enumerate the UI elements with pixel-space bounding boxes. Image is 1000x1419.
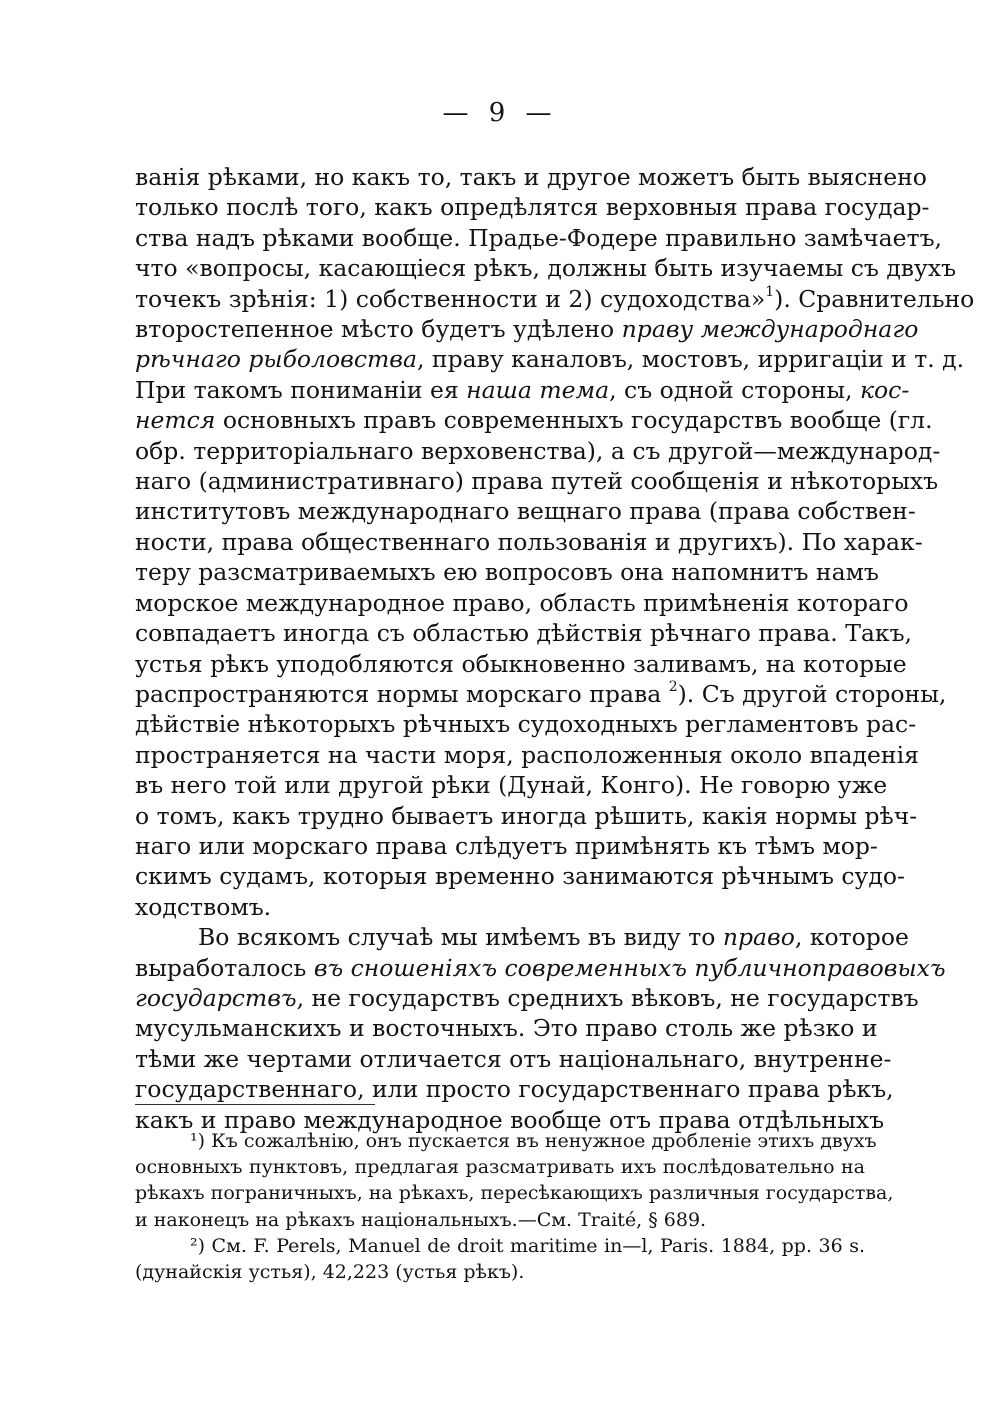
text-run: ). Съ другой стороны,	[677, 679, 947, 708]
text-run: точекъ зрѣнія: 1) собственности и 2) судоходства»	[135, 284, 766, 313]
text-line: скимъ судамъ, которыя временно занимаются рѣчнымъ судо-	[135, 862, 905, 891]
footnote-line: ¹) Къ сожалѣнію, онъ пускается въ ненужное дробленіе этихъ двухъ	[190, 1130, 877, 1152]
text-line	[135, 953, 946, 983]
text-line	[135, 375, 910, 405]
text-line: ства надъ рѣками вообще. Прадье-Фодере правильно замѣчаетъ,	[135, 223, 943, 252]
text-line: обр. территоріальнаго верховенства), а съ другой—международ-	[135, 436, 941, 465]
text-line	[135, 983, 919, 1013]
text-line: устья рѣкъ уподобляются обыкновенно заливамъ, на которые	[135, 649, 907, 678]
text-run: ). Сравнительно	[774, 284, 975, 313]
footnote-line: основныхъ пунктовъ, предлагая разсматривать ихъ послѣдовательно на	[135, 1156, 865, 1179]
text-run: При такомъ пониманіи ея	[135, 375, 467, 404]
footnotes	[135, 1128, 894, 1285]
italic-run: кос-	[860, 375, 910, 404]
text-line: дѣйствіе нѣкоторыхъ рѣчныхъ судоходныхъ регламентовъ рас-	[135, 710, 917, 739]
text-run: выработалось	[135, 953, 314, 982]
italic-run: въ сношеніяхъ современныхъ публичноправовыхъ	[313, 953, 946, 982]
footnote-line: (дунайскія устья), 42,223 (устья рѣкъ).	[135, 1261, 525, 1284]
text-run: второстепенное мѣсто будетъ удѣлено	[135, 315, 622, 344]
text-line: какъ и право международное вообще отъ права отдѣльныхъ	[135, 1105, 885, 1134]
text-line	[135, 314, 919, 344]
footnote-line: ²) См. F. Perels, Manuel de droit maritime in—l, Paris. 1884, pp. 36 s.	[190, 1234, 865, 1257]
text-run: , не государствъ среднихъ вѣковъ, не государствъ	[296, 983, 919, 1012]
page-number: — 9 —	[442, 98, 558, 128]
text-line: ходствомъ.	[135, 892, 272, 921]
footnote-ref: 1	[765, 283, 775, 300]
text-run: основныхъ правъ современныхъ государствъ вообще (гл.	[215, 406, 933, 435]
text-line: морское международное право, область примѣненія котораго	[135, 588, 909, 617]
footnote-ref: 2	[668, 679, 678, 696]
text-line	[135, 344, 965, 374]
italic-run: наша тема	[466, 375, 610, 404]
text-line: о томъ, какъ трудно бываетъ иногда рѣшить, какія нормы рѣч-	[135, 801, 918, 830]
italic-run: государствъ	[135, 983, 297, 1012]
italic-run: рѣчнаго рыболовства	[135, 345, 417, 374]
text-line: теру разсматриваемыхъ ею вопросовъ она напомнитъ намъ	[135, 558, 879, 587]
text-run: Во всякомъ случаѣ мы имѣемъ въ виду то	[198, 923, 723, 952]
text-line: въ него той или другой рѣки (Дунай, Конго). Не говорю уже	[135, 771, 888, 800]
text-line: совпадаетъ иногда съ областью дѣйствія рѣчнаго права. Такъ,	[135, 619, 913, 648]
text-line	[135, 679, 947, 709]
footnote-line: и наконецъ на рѣкахъ національныхъ.—См. Traité, § 689.	[135, 1208, 707, 1231]
text-line: государственнаго, или просто государственнаго права рѣкъ,	[135, 1075, 894, 1104]
italic-run: право	[722, 923, 795, 952]
text-run: распространяются нормы морскаго права	[135, 679, 669, 708]
text-line	[135, 283, 975, 314]
text-run: , съ одной стороны,	[609, 375, 860, 404]
footnote-divider	[135, 1104, 375, 1105]
text-line: ности, права общественнаго пользованія и другихъ). По харак-	[135, 527, 923, 556]
text-line: тѣми же чертами отличается отъ національнаго, внутренне-	[135, 1044, 892, 1073]
text-line: только послѣ того, какъ опредѣлятся верховныя права государ-	[135, 193, 930, 222]
footnote-line: рѣкахъ пограничныхъ, на рѣкахъ, пересѣкающихъ различныя государства,	[135, 1182, 894, 1205]
text-line	[135, 922, 909, 952]
text-line	[135, 405, 933, 435]
text-line: наго (административнаго) права путей сообщенія и нѣкоторыхъ	[135, 467, 939, 496]
text-run: , которое	[794, 923, 909, 952]
text-line: пространяется на части моря, расположенныя около впаденія	[135, 740, 919, 769]
text-line: что «вопросы, касающіеся рѣкъ, должны быть изучаемы съ двухъ	[135, 254, 957, 283]
italic-run: праву международнаго	[621, 315, 919, 344]
body-text	[135, 162, 975, 1135]
text-line: наго или морскаго права слѣдуетъ примѣнять къ тѣмъ мор-	[135, 831, 878, 860]
text-run: , праву каналовъ, мостовъ, ирригаціи и т. д.	[416, 345, 965, 374]
text-line: мусульманскихъ и восточныхъ. Это право столь же рѣзко и	[135, 1014, 878, 1043]
text-line: ванія рѣками, но какъ то, такъ и другое можетъ быть выяснено	[135, 163, 927, 191]
text-line: институтовъ международнаго вещнаго права (права собствен-	[135, 497, 916, 526]
italic-run: нется	[135, 406, 216, 435]
